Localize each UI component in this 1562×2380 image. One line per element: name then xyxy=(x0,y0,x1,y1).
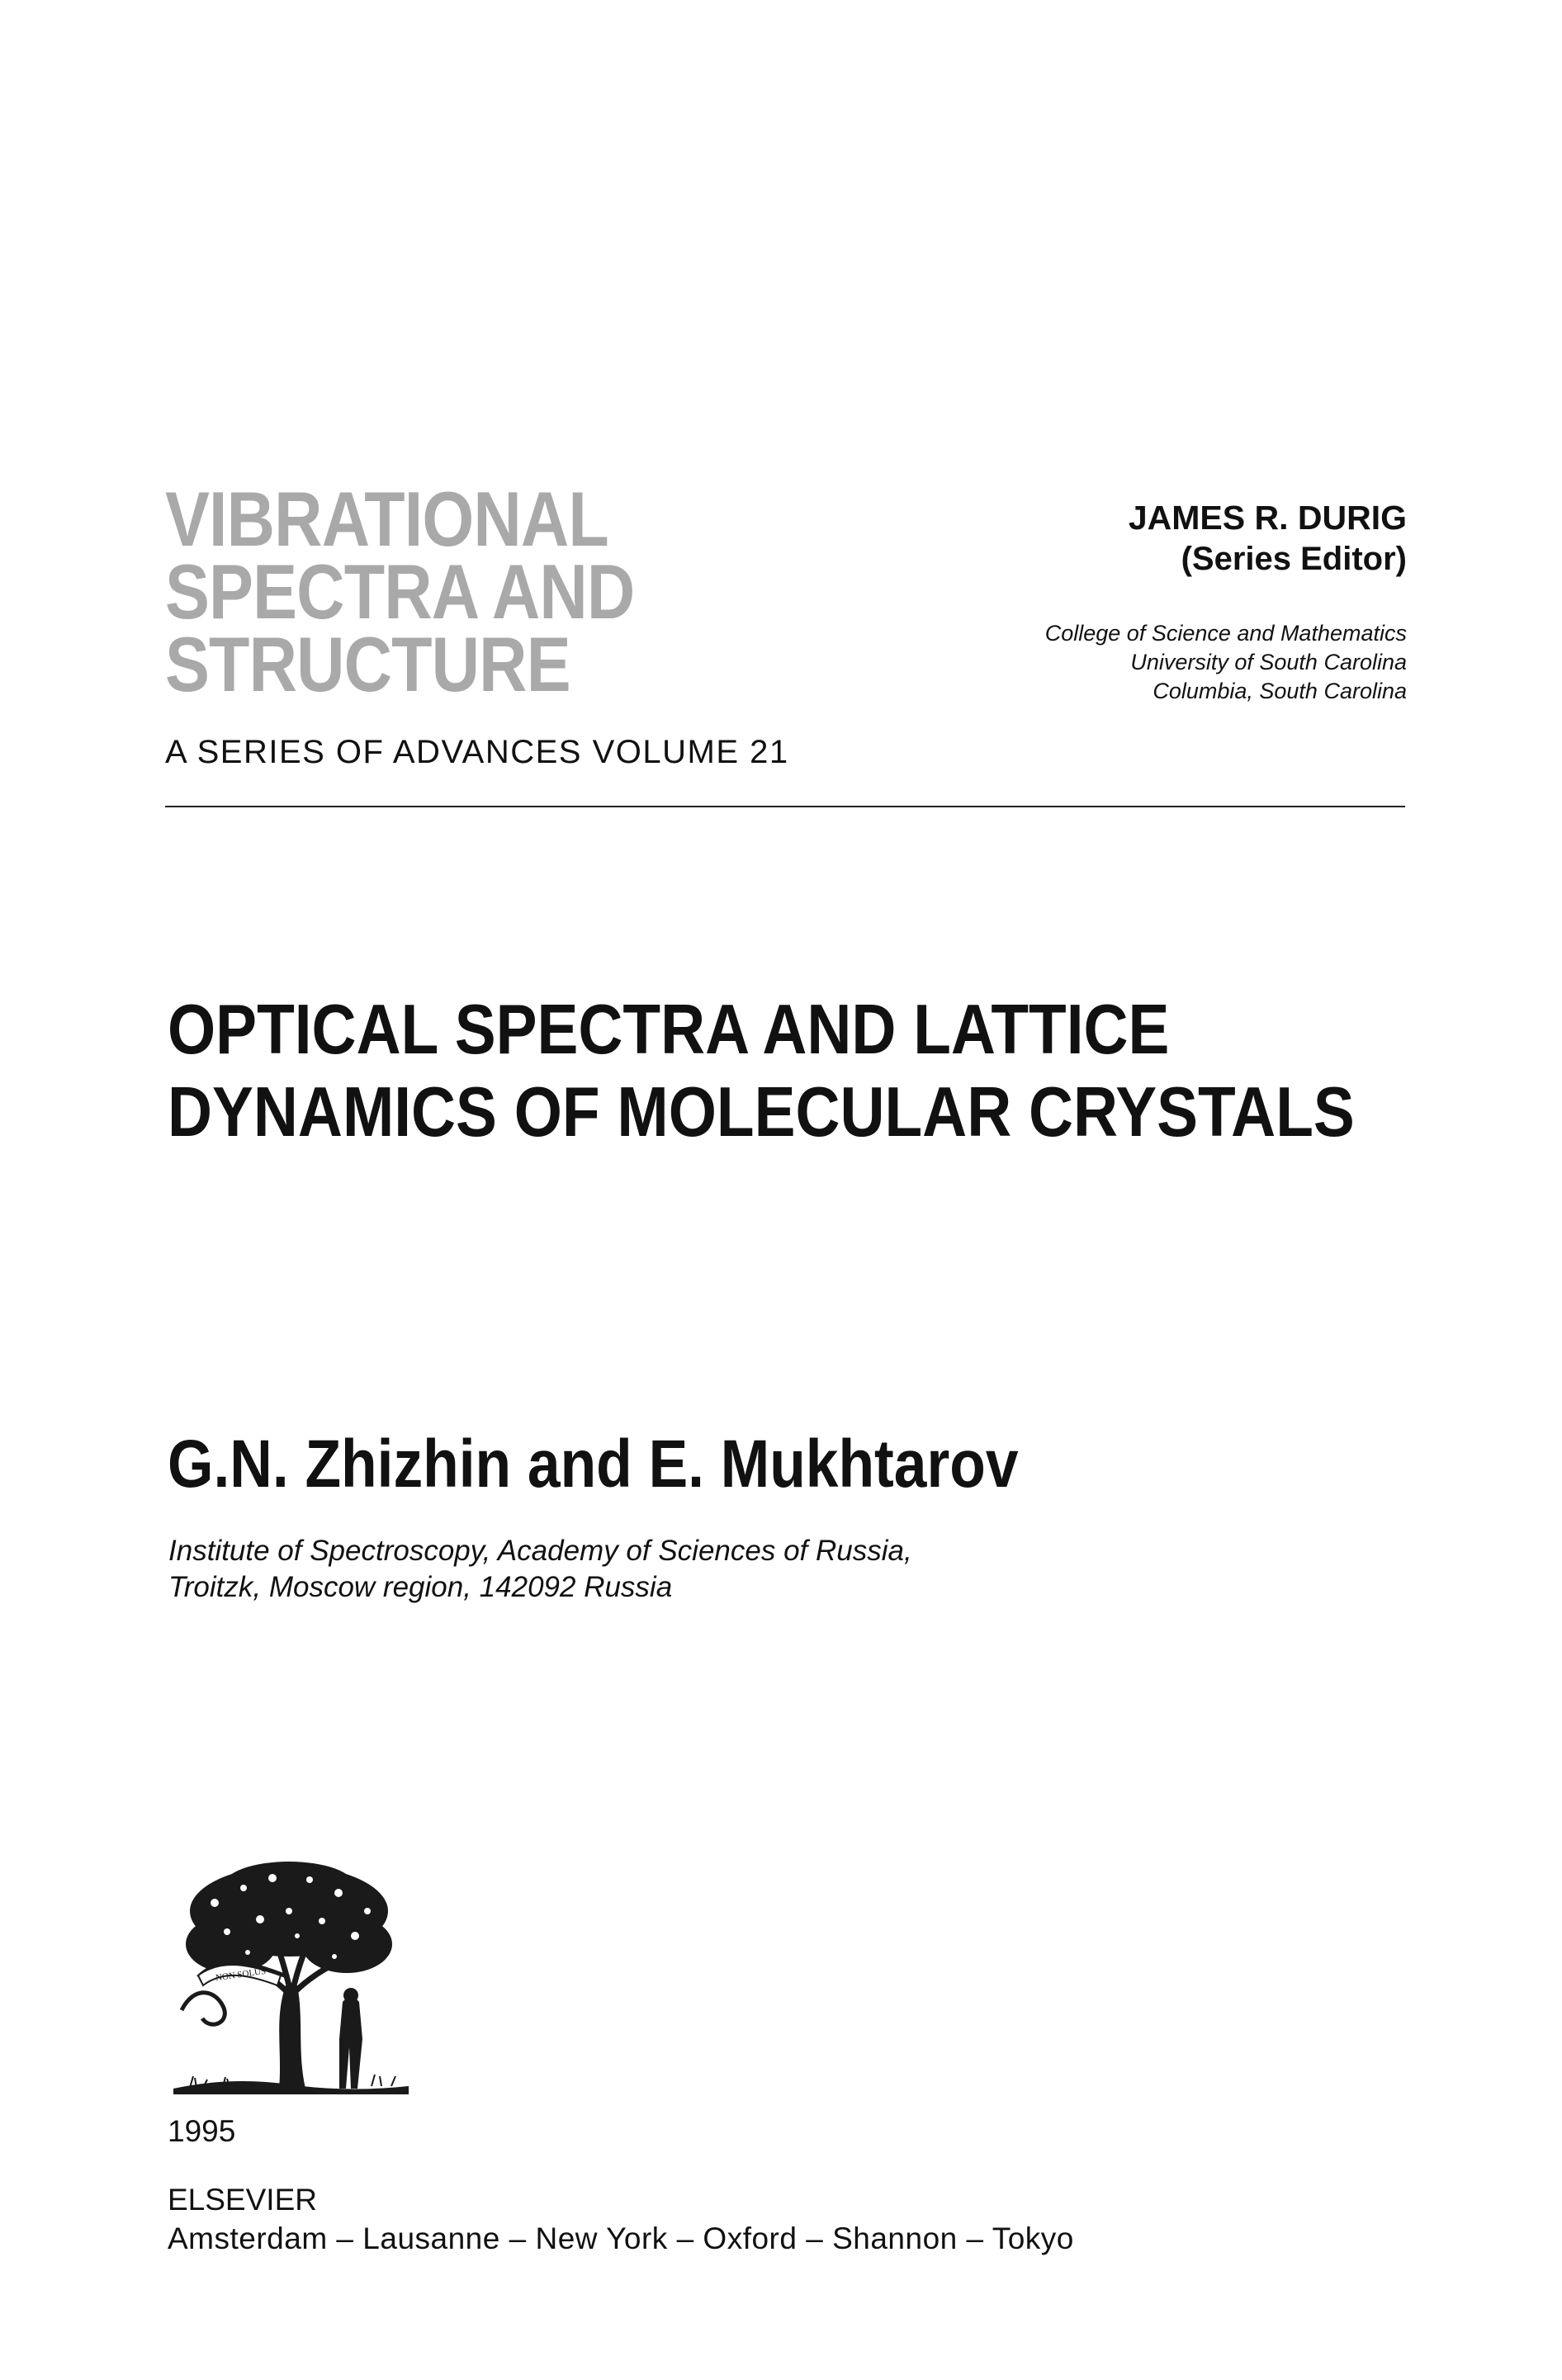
publisher-cities: Amsterdam – Lausanne – New York – Oxford – Shannon – Tokyo xyxy=(168,2221,1074,2255)
editor-role: (Series Editor) xyxy=(1181,541,1407,577)
elsevier-tree-logo-icon xyxy=(165,1853,413,2101)
horizontal-divider xyxy=(165,806,1405,807)
editor-affiliation-line-2: University of South Carolina xyxy=(1130,650,1407,674)
publisher-name: ELSEVIER xyxy=(168,2183,317,2217)
logo-motto: NON SOLUS xyxy=(215,1966,267,1984)
editor-name: JAMES R. DURIG xyxy=(1128,499,1407,537)
editor-affiliation xyxy=(1045,619,1407,706)
publication-year: 1995 xyxy=(168,2114,236,2148)
editor-affiliation-line-1: College of Science and Mathematics xyxy=(1044,621,1407,646)
series-subtitle: A SERIES OF ADVANCES VOLUME 21 xyxy=(165,734,789,770)
authors: G.N. Zhizhin and E. Mukhtarov xyxy=(168,1427,1019,1502)
editor-affiliation-line-3: Columbia, South Carolina xyxy=(1153,679,1407,703)
book-title xyxy=(168,989,1355,1154)
series-editor xyxy=(1045,497,1407,706)
series-title xyxy=(165,476,635,707)
book-title-line-1: OPTICAL SPECTRA AND LATTICE xyxy=(168,991,1170,1069)
author-affiliation-line-1: Institute of Spectroscopy, Academy of Sciences of Russia, xyxy=(168,1535,912,1567)
series-title-line-3: STRUCTURE xyxy=(165,621,570,707)
series-title-line-1: VIBRATIONAL xyxy=(165,476,608,562)
author-affiliation-line-2: Troitzk, Moscow region, 142092 Russia xyxy=(168,1571,673,1603)
series-title-line-2: SPECTRA AND xyxy=(165,548,635,635)
author-affiliation xyxy=(168,1533,912,1606)
book-title-line-2: DYNAMICS OF MOLECULAR CRYSTALS xyxy=(168,1073,1355,1152)
